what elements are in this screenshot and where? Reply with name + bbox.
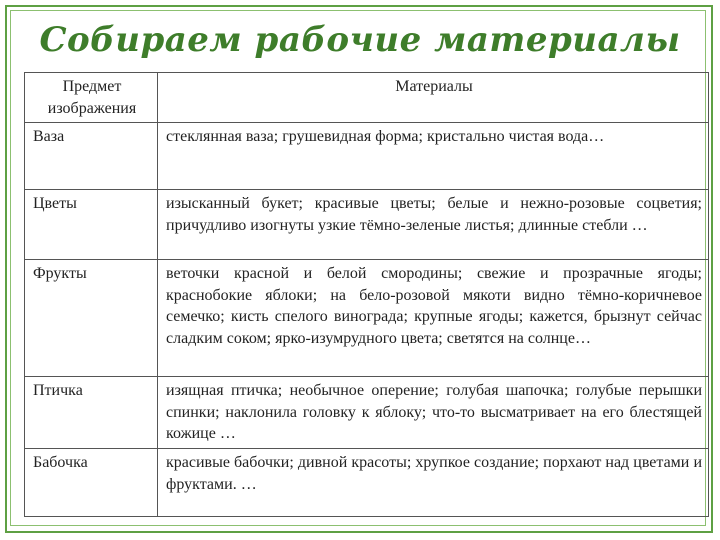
row-materials: изящная птичка; необычное оперение; голубая шапочка; голубые перышки спинки; наклонила головку к яблоку; что-то высматривает на его блестящей кожице … — [158, 377, 709, 449]
header-subject: Предмет изображения — [25, 73, 158, 123]
row-subject: Бабочка — [25, 449, 158, 517]
page-title: Собираем рабочие материалы — [39, 20, 681, 60]
row-subject: Птичка — [25, 377, 158, 449]
table-row — [25, 377, 709, 449]
table-row — [25, 190, 709, 260]
row-materials: красивые бабочки; дивной красоты; хрупкое создание; порхают над цветами и фруктами. … — [158, 449, 709, 517]
row-materials: стеклянная ваза; грушевидная форма; кристально чистая вода… — [158, 123, 709, 190]
materials-table — [24, 72, 709, 517]
table-row — [25, 260, 709, 377]
table-row — [25, 123, 709, 190]
header-materials: Материалы — [158, 73, 709, 123]
table-row — [25, 449, 709, 517]
row-subject: Ваза — [25, 123, 158, 190]
row-subject: Цветы — [25, 190, 158, 260]
row-materials: веточки красной и белой смородины; свежие и прозрачные ягоды; краснобокие яблоки; на бело-розовой мякоти видно тёмно-коричневое семечко; кисть спелого винограда; крупные ягоды; кажется, брызнут сейчас сладким соком; ярко-изумрудного цвета; светятся на солнце… — [158, 260, 709, 377]
table-header-row — [25, 73, 709, 123]
row-subject: Фрукты — [25, 260, 158, 377]
row-materials: изысканный букет; красивые цветы; белые и нежно-розовые соцветия; причудливо изогнуты узкие тёмно-зеленые листья; длинные стебли … — [158, 190, 709, 260]
